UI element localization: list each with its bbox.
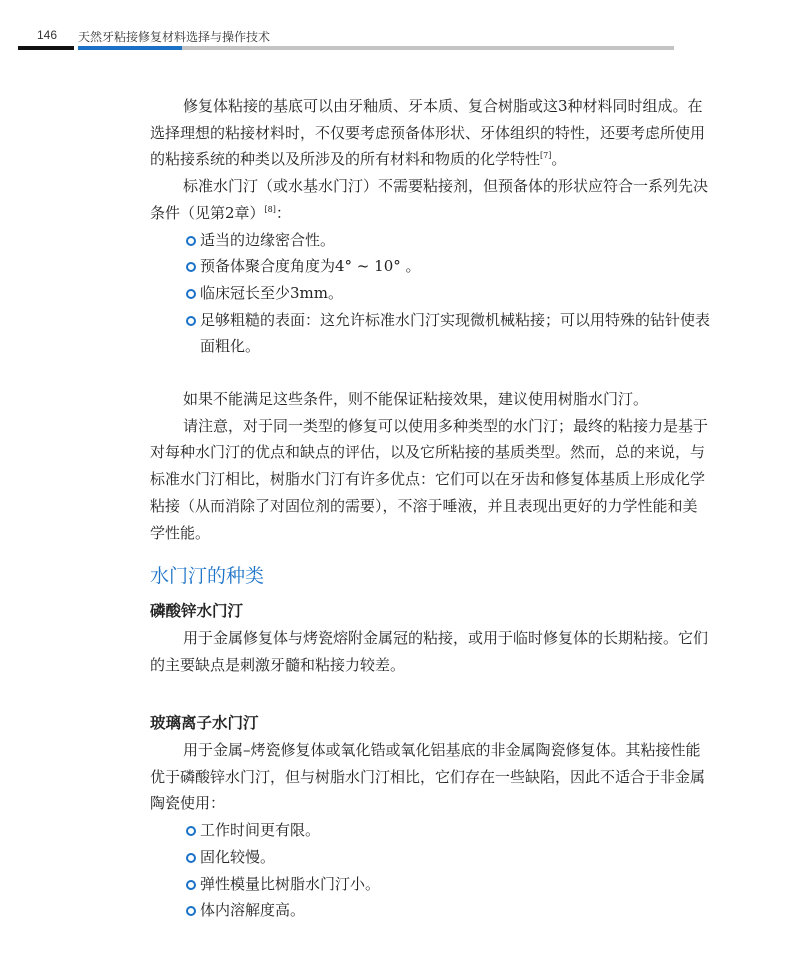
subheading: 玻璃离子水门汀 [150,713,259,733]
text-line: 陶瓷使用： [150,794,226,813]
bullet-circle-icon [186,853,196,863]
bullet-circle-icon [186,826,196,836]
text: 工作时间更有限。 [200,821,321,840]
text-line: 用于金属修复体与烤瓷熔附金属冠的粘接，或用于临时修复体的长期粘接。它们 [183,628,709,647]
paragraph [150,93,706,173]
text-line: 优于磷酸锌水门汀，但与树脂水门汀相比，它们存在一些缺陷，因此不适合于非金属 [150,767,706,786]
text-line: 标准水门汀（或水基水门汀）不需要粘接剂，但预备体的形状应符合一系列先决 [183,177,709,196]
text: 的粘接系统的种类以及所涉及的所有材料和物质的化学特性 [150,150,541,169]
paragraph [150,413,709,547]
body-text [150,93,711,924]
list-item-continuation: 面粗化。 [200,337,261,356]
paragraph [150,173,709,226]
text-line: 请注意，对于同一类型的修复可以使用多种类型的水门汀；最终的粘接力是基于 [183,416,709,435]
text: 预备体聚合度角度为4° ~ 10° 。 [200,257,421,276]
text: 足够粗糙的表面：这允许标准水门汀实现微机械粘接；可以用特殊的钻针使表 [200,310,711,329]
header-rule-black [18,46,74,50]
paragraph [150,737,706,817]
text-line [150,146,676,173]
list-item [150,844,676,871]
bullet-circle-icon [186,289,196,299]
list-item [150,227,676,254]
text-line: 选择理想的粘接材料时，不仅要考虑预备体形状、牙体组织的特性，还要考虑所使用 [150,123,706,142]
bullet-circle-icon [186,316,196,326]
text: 临床冠长至少3mm。 [200,283,343,302]
bullet-circle-icon [186,906,196,916]
list-item [150,871,676,898]
text-line [150,200,676,227]
text: ： [275,203,291,222]
bullet-list [150,227,711,361]
citation: [7] [540,151,552,161]
text: 体内溶解度高。 [200,901,306,920]
running-title: 天然牙粘接修复材料选择与操作技术 [78,30,271,44]
header-rule-blue [78,46,182,50]
header-rule-gray [182,46,674,50]
text-line: 的主要缺点是刺激牙髓和粘接力较差。 [150,655,406,674]
bullet-circle-icon [186,262,196,272]
citation: [8] [264,204,276,214]
bullet-circle-icon [186,880,196,890]
text: 弹性模量比树脂水门汀小。 [200,874,381,893]
text-line: 粘接（从而消除了对固位剂的需要），不溶于唾液，并且表现出更好的力学性能和美 [150,496,698,515]
bullet-circle-icon [186,236,196,246]
list-item [150,817,676,844]
text-line: 修复体粘接的基底可以由牙釉质、牙本质、复合树脂或这3种材料同时组成。在 [183,97,703,115]
text-line: 标准水门汀相比，树脂水门汀有许多优点：它们可以在牙齿和修复体基质上形成化学 [150,470,706,489]
text: 适当的边缘密合性。 [200,230,336,249]
bullet-list [150,817,676,924]
text-line: 用于金属–烤瓷修复体或氧化锆或氧化铝基底的非金属陶瓷修复体。其粘接性能 [183,741,701,760]
list-item [150,253,676,280]
list-item [150,897,676,924]
text: 固化较慢。 [200,847,276,866]
text: 。 [551,150,567,169]
subheading: 磷酸锌水门汀 [150,601,244,621]
list-item [150,307,711,334]
section-heading: 水门汀的种类 [150,566,265,588]
list-item [150,280,676,307]
page-number: 146 [37,28,58,42]
text-line: 学性能。 [150,523,211,542]
text: 条件（见第2章） [150,203,265,222]
paragraph: 如果不能满足这些条件，则不能保证粘接效果，建议使用树脂水门汀。 [183,390,649,409]
text-line: 对每种水门汀的优点和缺点的评估，以及它所粘接的基质类型。然而，总的来说，与 [150,443,706,462]
paragraph [150,625,709,678]
